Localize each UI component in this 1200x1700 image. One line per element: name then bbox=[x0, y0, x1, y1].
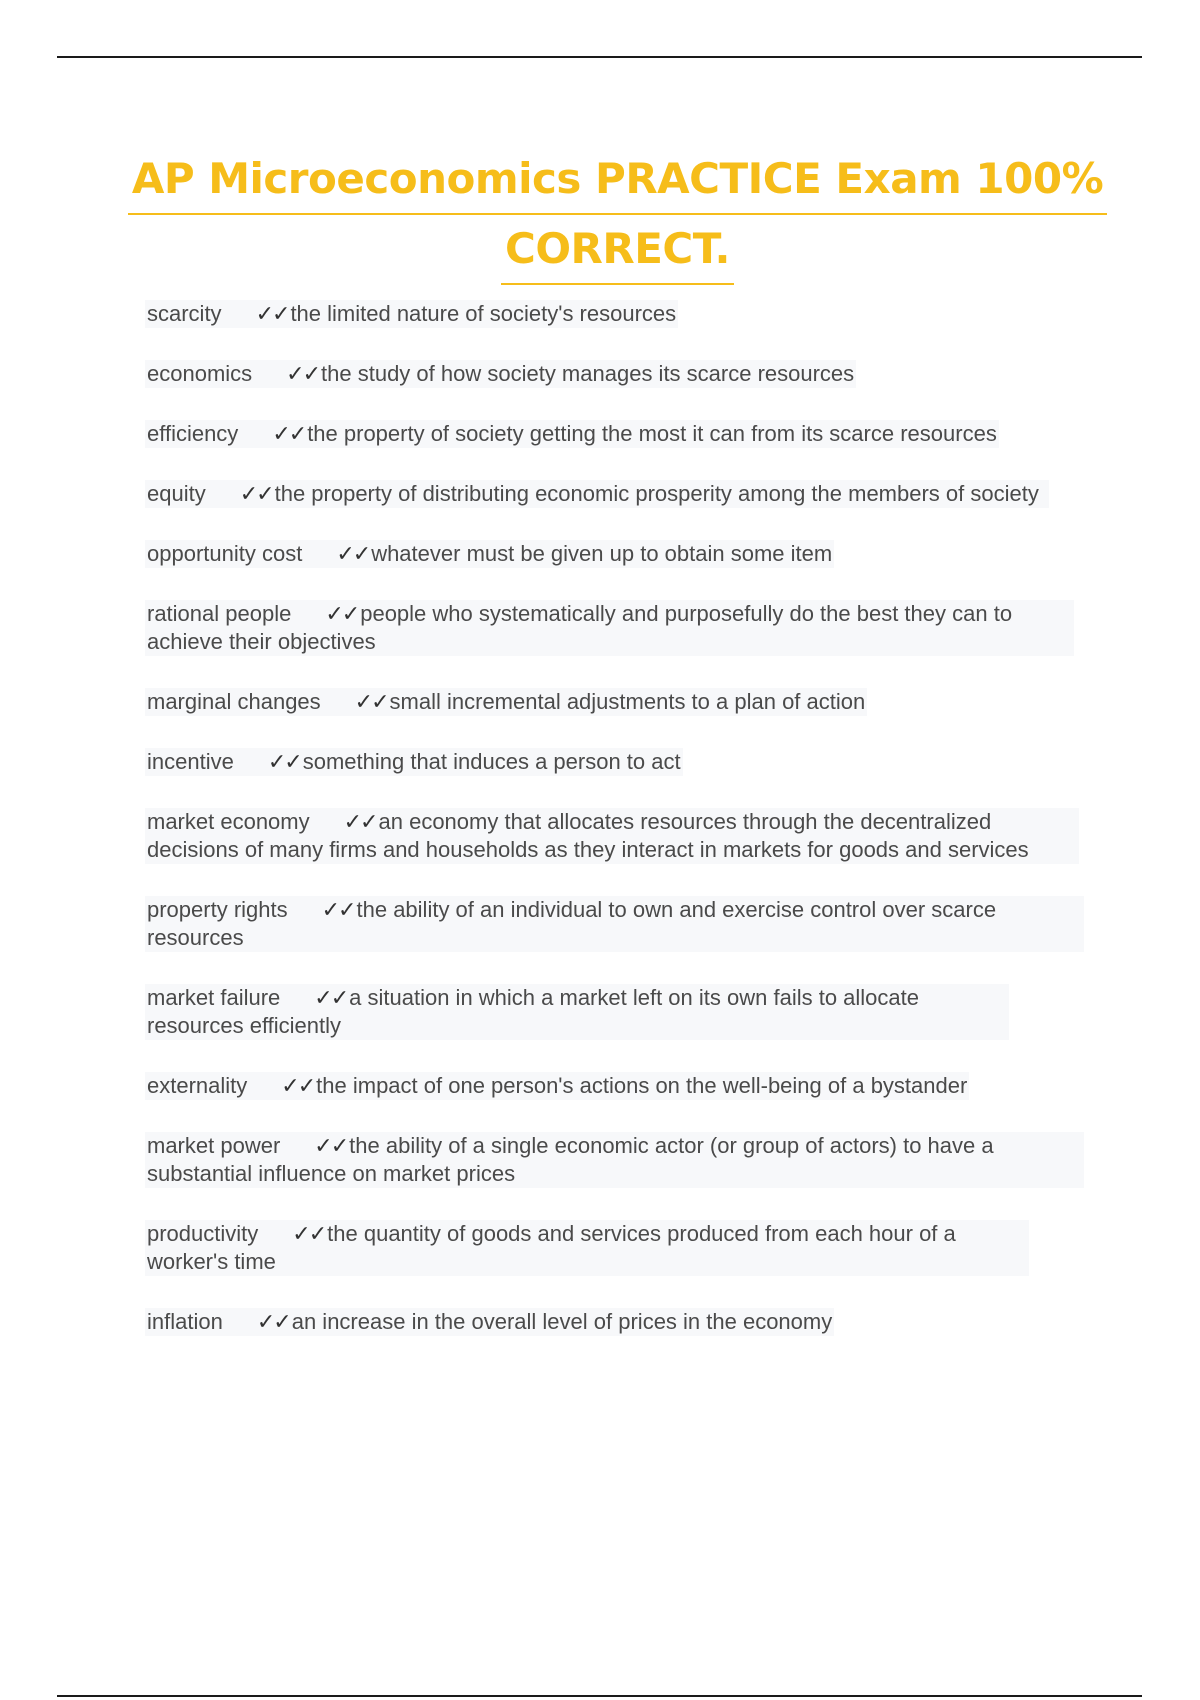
document-title bbox=[100, 145, 1135, 285]
list-item bbox=[145, 360, 856, 388]
check-icon: ✓✓ bbox=[314, 985, 348, 1010]
check-icon: ✓✓ bbox=[336, 541, 370, 566]
check-icon: ✓✓ bbox=[281, 1073, 315, 1098]
definition: a situation in which a market left on its own fails to allocate resources efficiently bbox=[147, 985, 919, 1038]
term: market economy bbox=[147, 809, 310, 834]
list-item bbox=[145, 540, 834, 568]
check-icon: ✓✓ bbox=[272, 421, 306, 446]
list-item bbox=[145, 748, 683, 776]
list-item bbox=[145, 600, 1074, 656]
term: equity bbox=[147, 481, 206, 506]
definition: the ability of an individual to own and exercise control over scarce resources bbox=[147, 897, 997, 950]
definition: small incremental adjustments to a plan of action bbox=[389, 689, 866, 714]
definition: the limited nature of society's resources bbox=[290, 301, 677, 326]
definition: something that induces a person to act bbox=[302, 749, 681, 774]
check-icon: ✓✓ bbox=[354, 689, 388, 714]
check-icon: ✓✓ bbox=[292, 1221, 326, 1246]
term: market failure bbox=[147, 985, 281, 1010]
list-item bbox=[145, 480, 1049, 508]
check-icon: ✓✓ bbox=[314, 1133, 348, 1158]
list-item bbox=[145, 1072, 969, 1100]
check-icon: ✓✓ bbox=[286, 361, 320, 386]
check-icon: ✓✓ bbox=[321, 897, 355, 922]
list-item bbox=[145, 896, 1084, 952]
term: market power bbox=[147, 1133, 281, 1158]
term: scarcity bbox=[147, 301, 222, 326]
list-item bbox=[145, 1308, 834, 1336]
check-icon: ✓✓ bbox=[343, 809, 377, 834]
definition: an economy that allocates resources through the decentralized decisions of many firms and households as they interact in markets for goods and services bbox=[147, 809, 1029, 862]
definition: the impact of one person's actions on the well-being of a bystander bbox=[316, 1073, 968, 1098]
definition-list bbox=[145, 300, 1080, 1368]
term: marginal changes bbox=[147, 689, 321, 714]
definition: the property of distributing economic prosperity among the members of society bbox=[274, 481, 1039, 506]
check-icon: ✓✓ bbox=[325, 601, 359, 626]
definition: the property of society getting the most it can from its scarce resources bbox=[307, 421, 997, 446]
title-line-2: CORRECT. bbox=[501, 215, 734, 285]
term: productivity bbox=[147, 1221, 259, 1246]
term: property rights bbox=[147, 897, 288, 922]
title-line-1: AP Microeconomics PRACTICE Exam 100% bbox=[128, 145, 1107, 215]
term: rational people bbox=[147, 601, 292, 626]
list-item bbox=[145, 984, 1009, 1040]
list-item bbox=[145, 300, 678, 328]
check-icon: ✓✓ bbox=[239, 481, 273, 506]
term: efficiency bbox=[147, 421, 239, 446]
check-icon: ✓✓ bbox=[255, 301, 289, 326]
definition: people who systematically and purposefully do the best they can to achieve their objectives bbox=[147, 601, 1013, 654]
definition: the quantity of goods and services produced from each hour of a worker's time bbox=[147, 1221, 956, 1274]
term: incentive bbox=[147, 749, 234, 774]
list-item bbox=[145, 1132, 1084, 1188]
bottom-rule bbox=[57, 1695, 1142, 1697]
term: opportunity cost bbox=[147, 541, 303, 566]
definition: the study of how society manages its scarce resources bbox=[321, 361, 855, 386]
definition: the ability of a single economic actor (or group of actors) to have a substantial influence on market prices bbox=[147, 1133, 994, 1186]
definition: an increase in the overall level of prices in the economy bbox=[291, 1309, 833, 1334]
definition: whatever must be given up to obtain some item bbox=[371, 541, 833, 566]
list-item bbox=[145, 688, 867, 716]
term: economics bbox=[147, 361, 253, 386]
list-item bbox=[145, 420, 999, 448]
check-icon: ✓✓ bbox=[267, 749, 301, 774]
list-item bbox=[145, 1220, 1029, 1276]
list-item bbox=[145, 808, 1079, 864]
top-rule bbox=[57, 56, 1142, 58]
term: externality bbox=[147, 1073, 248, 1098]
check-icon: ✓✓ bbox=[256, 1309, 290, 1334]
term: inflation bbox=[147, 1309, 223, 1334]
